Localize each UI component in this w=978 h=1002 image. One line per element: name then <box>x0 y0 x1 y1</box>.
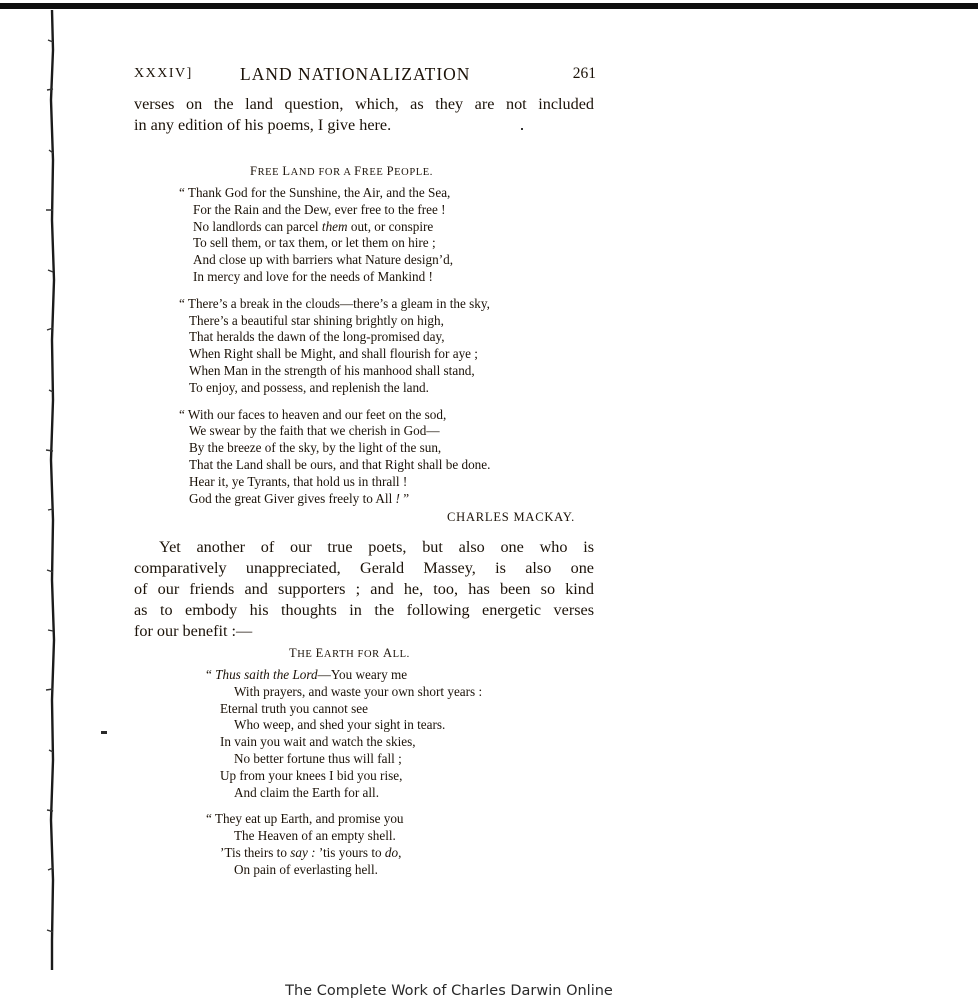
verse-line: ’Tis theirs to say : ’tis yours to do, <box>220 844 402 860</box>
verse-line: There’s a beautiful star shining brightly on high, <box>189 312 444 328</box>
poem-free-land <box>179 185 490 517</box>
scan-top-border <box>0 3 978 9</box>
verse-line: “ With our faces to heaven and our feet on the sod, <box>179 406 447 422</box>
text-line: as to embody his thoughts in the following energetic verses <box>134 601 594 619</box>
poem-title: THE EARTH FOR ALL. <box>289 646 410 660</box>
source-watermark: The Complete Work of Charles Darwin Online <box>285 983 613 999</box>
verse-line: To sell them, or tax them, or let them on hire ; <box>193 235 436 251</box>
verse-line: For the Rain and the Dew, ever free to the free ! <box>193 201 446 217</box>
text-line: verses on the land question, which, as they are not included <box>134 95 594 113</box>
verse-line: When Man in the strength of his manhood shall stand, <box>189 362 475 378</box>
text-line: in any edition of his poems, I give here. <box>134 116 392 134</box>
verse-line: When Right shall be Might, and shall flourish for aye ; <box>189 346 478 362</box>
verse-line: “ Thank God for the Sunshine, the Air, and the Sea, <box>179 185 451 200</box>
verse-line: Who weep, and shed your sight in tears. <box>234 717 446 733</box>
binding-edge <box>38 10 58 970</box>
verse-line: The Heaven of an empty shell. <box>234 828 396 844</box>
verse-line: “ They eat up Earth, and promise you <box>206 811 404 827</box>
text-line: comparatively unappreciated, Gerald Massey, is also one <box>134 559 594 577</box>
scan-speck <box>521 128 523 130</box>
verse-line: In mercy and love for the needs of Mankind ! <box>193 268 433 284</box>
verse-line: With prayers, and waste your own short years : <box>234 683 483 699</box>
body-paragraph <box>134 537 594 642</box>
verse-line: Hear it, ye Tyrants, that hold us in thrall ! <box>189 473 408 489</box>
verse-line: And close up with barriers what Nature design’d, <box>193 252 454 268</box>
verse-line: “ There’s a break in the clouds—there’s a gleam in the sky, <box>179 295 490 311</box>
poem-stanza <box>179 296 490 397</box>
text-line: of our friends and supporters ; and he, too, has been so kind <box>134 580 594 598</box>
running-title: LAND NATIONALIZATION <box>240 64 471 84</box>
text-line: Yet another of our true poets, but also one who is <box>159 538 594 556</box>
verse-line: Up from your knees I bid you rise, <box>220 767 403 783</box>
verse-line: Eternal truth you cannot see <box>220 700 368 716</box>
poem-attribution: CHARLES MACKAY. <box>447 510 576 524</box>
poem-stanza <box>206 811 482 878</box>
poem-stanza <box>206 667 482 801</box>
page-number: 261 <box>572 65 596 82</box>
verse-line: “ Thus saith the Lord—You weary me <box>206 667 408 682</box>
text-line: for our benefit :— <box>134 622 253 640</box>
verse-line: No better fortune thus will fall ; <box>234 750 402 766</box>
running-header <box>134 64 596 86</box>
verse-line: God the great Giver gives freely to All ! ” <box>189 490 410 506</box>
verse-line: That heralds the dawn of the long-promised day, <box>189 329 445 345</box>
verse-line: By the breeze of the sky, by the light of the sun, <box>189 440 442 456</box>
verse-line: And claim the Earth for all. <box>234 784 380 800</box>
verse-line: To enjoy, and possess, and replenish the land. <box>189 379 429 395</box>
chapter-number: XXXIV] <box>134 66 193 81</box>
poem-stanza <box>179 407 490 508</box>
verse-line: We swear by the faith that we cherish in God— <box>189 423 440 439</box>
poem-title: FREE LAND FOR A FREE PEOPLE. <box>250 164 434 178</box>
verse-line: On pain of everlasting hell. <box>234 861 378 877</box>
verse-line: In vain you wait and watch the skies, <box>220 734 416 750</box>
poem-stanza <box>179 185 490 286</box>
verse-line: That the Land shall be ours, and that Right shall be done. <box>189 456 491 472</box>
verse-line: No landlords can parcel them out, or conspire <box>193 218 434 234</box>
poem-earth-for-all <box>206 667 482 889</box>
margin-mark <box>101 731 107 734</box>
intro-paragraph <box>134 94 594 136</box>
